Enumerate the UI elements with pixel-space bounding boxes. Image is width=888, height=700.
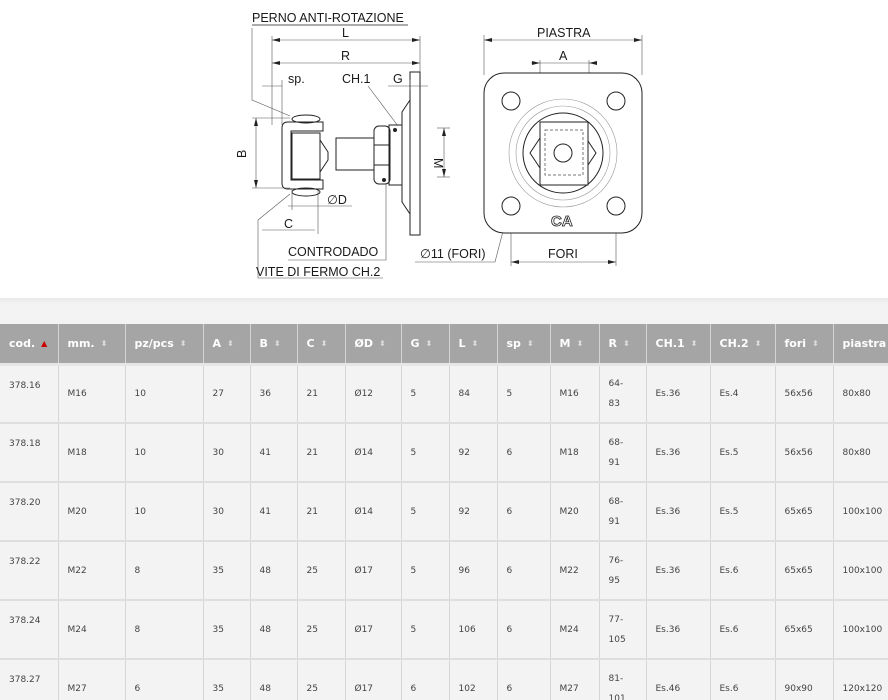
col-header-d[interactable]: ØD ⬍ [345,324,401,364]
cell-piastra: 100x100 [833,600,888,659]
cell-mm: M27 [58,659,125,700]
cell-c: 21 [297,364,345,423]
label-perno: PERNO ANTI-ROTAZIONE [252,11,404,25]
cell-ch1: Es.46 [646,659,710,700]
label-ch1: CH.1 [342,72,371,86]
cell-l: 96 [449,541,497,600]
cell-mm: M24 [58,600,125,659]
label-D: ∅D [327,193,347,207]
cell-ch1: Es.36 [646,482,710,541]
cell-d: Ø14 [345,482,401,541]
label-B: B [235,149,249,158]
cell-fori: 90x90 [775,659,833,700]
table-header-row [0,324,888,364]
label-vite: VITE DI FERMO CH.2 [256,265,381,279]
cell-pz: 10 [125,482,203,541]
cell-cod: 378.20 [0,482,58,541]
cell-r: 64- 83 [599,364,646,423]
cell-g: 6 [401,659,449,700]
cell-d: Ø17 [345,659,401,700]
col-header-pz[interactable]: pz/pcs ⬍ [125,324,203,364]
label-controdado: CONTRODADO [288,245,379,259]
cell-r: 68- 91 [599,423,646,482]
col-header-sp[interactable]: sp ⬍ [497,324,550,364]
cell-b: 36 [250,364,297,423]
section-divider [0,298,888,324]
cell-a: 35 [203,659,250,700]
sort-icon: ⬍ [812,338,819,348]
cell-ch1: Es.36 [646,364,710,423]
cell-a: 35 [203,600,250,659]
cell-m: M24 [550,600,599,659]
cell-ch1: Es.36 [646,600,710,659]
cell-m: M20 [550,482,599,541]
cell-ch2: Es.5 [710,482,775,541]
col-header-m[interactable]: M ⬍ [550,324,599,364]
cell-g: 5 [401,364,449,423]
cell-r: 81- 101 [599,659,646,700]
cell-fori: 65x65 [775,600,833,659]
cell-sp: 6 [497,600,550,659]
cell-b: 48 [250,541,297,600]
cell-fori: 65x65 [775,541,833,600]
cell-piastra: 120x120 [833,659,888,700]
cell-c: 25 [297,541,345,600]
cell-b: 41 [250,482,297,541]
col-header-ch1[interactable]: CH.1 ⬍ [646,324,710,364]
col-header-l[interactable]: L ⬍ [449,324,497,364]
label-fori-dia: ∅11 (FORI) [420,247,486,261]
col-header-fori[interactable]: fori ⬍ [775,324,833,364]
cell-fori: 56x56 [775,423,833,482]
cell-piastra: 100x100 [833,482,888,541]
cell-m: M27 [550,659,599,700]
cell-cod: 378.16 [0,364,58,423]
cell-r: 76- 95 [599,541,646,600]
label-L: L [342,26,349,40]
cell-fori: 65x65 [775,482,833,541]
sort-icon: ⬍ [320,338,328,348]
label-A: A [559,49,568,63]
sort-icon: ⬍ [526,338,534,348]
cell-a: 27 [203,364,250,423]
sort-icon: ⬍ [227,338,234,348]
cell-cod: 378.27 [0,659,58,700]
cell-ch2: Es.4 [710,364,775,423]
table-row [0,482,888,541]
cell-r: 77- 105 [599,600,646,659]
cell-m: M22 [550,541,599,600]
sort-icon: ⬍ [378,338,386,348]
cell-mm: M22 [58,541,125,600]
cell-c: 21 [297,423,345,482]
cell-g: 5 [401,482,449,541]
sort-icon: ⬍ [690,338,698,348]
table-row [0,364,888,423]
label-piastra: PIASTRA [537,26,591,40]
cell-piastra: 80x80 [833,364,888,423]
cell-a: 30 [203,482,250,541]
cell-c: 21 [297,482,345,541]
cell-pz: 10 [125,423,203,482]
label-sp: sp. [288,72,305,86]
cell-d: Ø17 [345,600,401,659]
cell-g: 5 [401,423,449,482]
cell-r: 68- 91 [599,482,646,541]
cell-sp: 6 [497,659,550,700]
sort-icon: ⬍ [100,338,108,348]
sort-icon: ⬍ [754,338,762,348]
cell-d: Ø17 [345,541,401,600]
hinge-diagram [0,0,888,300]
cell-g: 5 [401,600,449,659]
product-table-container[interactable] [0,324,888,700]
brand-logo: CA [551,213,573,230]
cell-ch1: Es.36 [646,541,710,600]
cell-m: M18 [550,423,599,482]
cell-fori: 56x56 [775,364,833,423]
cell-ch2: Es.6 [710,541,775,600]
cell-ch1: Es.36 [646,423,710,482]
table-row [0,541,888,600]
cell-cod: 378.18 [0,423,58,482]
cell-ch2: Es.5 [710,423,775,482]
cell-sp: 6 [497,482,550,541]
cell-l: 106 [449,600,497,659]
col-header-cod[interactable]: cod. ▲ [0,324,58,364]
cell-l: 84 [449,364,497,423]
cell-l: 92 [449,423,497,482]
product-specs-table [0,324,888,700]
cell-mm: M20 [58,482,125,541]
table-row [0,600,888,659]
col-header-g[interactable]: G ⬍ [401,324,449,364]
label-M: M [431,158,445,169]
cell-l: 102 [449,659,497,700]
table-row [0,659,888,700]
cell-m: M16 [550,364,599,423]
cell-d: Ø14 [345,423,401,482]
sort-icon: ⬍ [471,338,479,348]
label-fori: FORI [548,247,578,261]
cell-ch2: Es.6 [710,600,775,659]
sort-icon: ⬍ [622,338,630,348]
col-header-b[interactable]: B ⬍ [250,324,297,364]
cell-pz: 6 [125,659,203,700]
cell-sp: 6 [497,541,550,600]
cell-ch2: Es.6 [710,659,775,700]
technical-drawing [0,0,888,300]
cell-a: 30 [203,423,250,482]
cell-l: 92 [449,482,497,541]
sort-asc-icon: ▲ [41,338,48,348]
cell-b: 41 [250,423,297,482]
col-header-r[interactable]: R ⬍ [599,324,646,364]
label-R: R [341,49,351,63]
cell-g: 5 [401,541,449,600]
cell-c: 25 [297,659,345,700]
cell-a: 35 [203,541,250,600]
cell-b: 48 [250,659,297,700]
sort-icon: ⬍ [179,338,187,348]
sort-icon: ⬍ [273,338,281,348]
cell-pz: 10 [125,364,203,423]
cell-b: 48 [250,600,297,659]
cell-piastra: 100x100 [833,541,888,600]
cell-mm: M18 [58,423,125,482]
col-header-c[interactable]: C ⬍ [297,324,345,364]
col-header-ch2[interactable]: CH.2 ⬍ [710,324,775,364]
cell-pz: 8 [125,541,203,600]
cell-c: 25 [297,600,345,659]
label-G: G [393,72,403,86]
cell-pz: 8 [125,600,203,659]
cell-sp: 5 [497,364,550,423]
cell-piastra: 80x80 [833,423,888,482]
table-row [0,423,888,482]
cell-d: Ø12 [345,364,401,423]
sort-icon: ⬍ [576,338,584,348]
cell-cod: 378.24 [0,600,58,659]
cell-cod: 378.22 [0,541,58,600]
cell-mm: M16 [58,364,125,423]
sort-icon: ⬍ [425,338,433,348]
cell-sp: 6 [497,423,550,482]
col-header-mm[interactable]: mm. ⬍ [58,324,125,364]
col-header-piastra[interactable]: piastra [833,324,888,364]
col-header-a[interactable]: A ⬍ [203,324,250,364]
label-C: C [284,217,294,231]
